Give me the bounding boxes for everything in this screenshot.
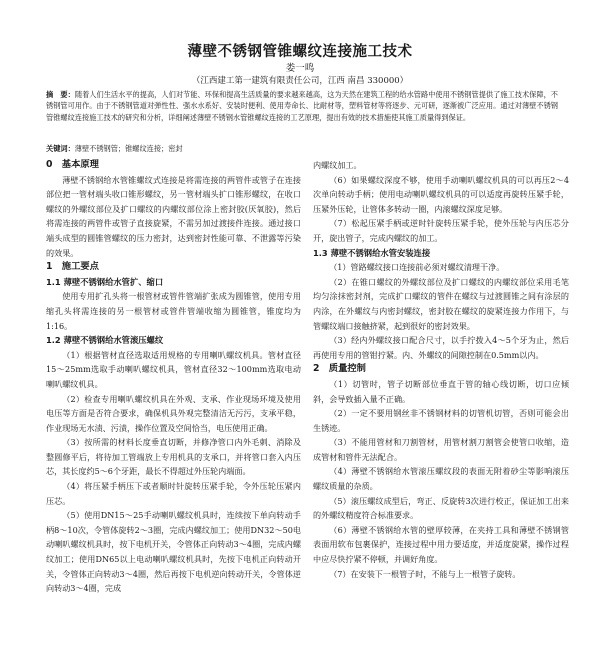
paragraph: （3）不能用管材和刀割管材，用管材割刀割管会使管口收缩，造成管材和管件无法配合。 bbox=[313, 437, 569, 462]
paragraph: （6）如果螺纹深度不够，使用手动喇叭螺纹机具的可以再压2～4次单向转动手柄；使用电动喇叭螺纹机具的可以适度再旋转压紧手轮，压紧外压轮，让管体多转动一圈，内滚螺纹深度足够。 bbox=[313, 174, 569, 214]
paragraph: （2）检查专用喇叭螺纹机具在外观、支承、作业现场环境及使用电压等方面是否符合要求，确保机具外观完整清洁无污污，支承平稳，作业现场无水渍、污渍，操作位置及空间恰当，电压使用正确。 bbox=[46, 393, 301, 433]
paragraph: （4）将压紧手柄压下或者顺时针旋转压紧手轮，令外压轮压紧内压芯。 bbox=[46, 481, 301, 506]
left-column bbox=[46, 158, 301, 596]
paragraph: （6）薄壁不锈钢给水管的壁厚较薄，在夹持工具和薄壁不锈钢管表面用软布包裹保护，连接过程中用力要适度，并适度旋紧，操作过程中应尽快拧紧不停顿，并调好角度。 bbox=[313, 524, 569, 565]
paragraph: （1）管路螺纹接口连接前必须对螺纹清理干净。 bbox=[329, 262, 505, 273]
section-heading: 1 施工要点 bbox=[46, 261, 99, 273]
abstract bbox=[46, 89, 558, 123]
paper-affiliation: （江西建工第一建筑有限责任公司，江西 南昌 330000） bbox=[191, 76, 409, 86]
paragraph: （2）在锥口螺纹的外螺纹部位及扩口螺纹的内螺纹部位采用毛笔均匀涂抹密封剂，完成扩口螺纹的管件在螺纹与过渡圆锥之间有涂层的内涂，在外螺纹与内密封螺纹，密封胶在螺纹的旋紧连接力作用下，与管螺纹端口接触挤紧，起到很好的密封效果。 bbox=[313, 276, 569, 331]
paper-author: 娄一鸣 bbox=[285, 63, 315, 74]
keywords-text: 薄壁不锈钢管；锥螺纹连接；密封 bbox=[74, 144, 183, 153]
abstract-text: 随着人们生活水平的提高，人们对节能、环保和提高生活质量的要求越来越高，这为天然在建筑工程的给水管路中使用不锈钢管提供了施工技术保障，不锈钢管可用作。由于不锈钢管道对弹性性、强水水系好、安装时便利、使用寿命长、比耐材等，塑料管材等将逐步、元可研，逐渐被广泛应用。通过对薄壁不锈钢管锥螺纹连接施工技术的研究和分析，详细阐述薄壁不锈钢水管锥螺纹连接的工艺原理，提出有效的技术措施使其施工质量得到保证。 bbox=[46, 90, 558, 122]
subsection-heading: 1.1 薄壁不锈钢给水管扩、缩口 bbox=[46, 276, 164, 287]
paragraph: （2）一定不要用钢丝非不锈钢材料的切管机切管，否则可能会出生锈迹。 bbox=[313, 408, 569, 433]
paragraph: （5）使用DN15～25手动喇叭螺纹机具时，连续按下单向转动手柄8～10次，令管体旋转2～3圈，完成内螺纹加工；使用DN32～50电动喇叭螺纹机具时，按下电机开关，令管体正向转动3～4圈，完成内螺纹加工；使用DN65以上电动喇叭螺纹机具时，先按下电机正向转动开关，令管体正向转动3～4圈，然后再按下电机逆向转动开关，令管体逆向转动3～4圈，完成 bbox=[46, 510, 301, 594]
paragraph: （1）根据管材直径选取适用规格的专用喇叭螺纹机具。管材直径15～25mm选取手动喇叭螺纹机具，管材直径32～100mm选取电动喇叭螺纹机具。 bbox=[46, 349, 301, 389]
section-heading: 2 质量控制 bbox=[313, 363, 366, 375]
subsection-heading: 1.3 薄壁不锈钢给水管安装连接 bbox=[313, 247, 431, 258]
paragraph: （3）经内外螺纹接口配合尺寸，以手拧拨入4～5个牙为止，然后再使用专用的管钳拧紧。内、外螺纹的间隙控制在0.5mm以内。 bbox=[313, 335, 569, 360]
paragraph: （4）薄壁不锈钢给水管滚压螺纹段的表面无附着砂尘等影响滚压螺纹质量的杂质。 bbox=[313, 466, 569, 492]
paragraph: 薄壁不锈钢给水管锥螺纹式连接是将需连接的两管件或管子在连接部位把一管材端头收口锥形螺纹，另一管材端头扩口锥形螺纹，在收口螺纹的外螺纹部位及扩口螺纹的内螺纹部位涂上密封胶(厌氧胶)，然后将需连接的两管件或管子直接旋紧，不需另加过渡接件连接。通过接口端头成型的圆锥管螺纹的压力密封，达到密封性能可靠、不泄露等污染的效果。 bbox=[46, 174, 301, 258]
paragraph: （7）在安装下一根管子时，不能与上一根管子旋转。 bbox=[329, 568, 521, 579]
subsection-heading: 1.2 薄壁不锈钢给水管滚压螺纹 bbox=[46, 335, 164, 346]
paragraph-continued: 内螺纹加工。 bbox=[313, 160, 362, 170]
paper-title: 薄壁不锈钢管锥螺纹连接施工技术 bbox=[187, 44, 413, 60]
right-column bbox=[313, 158, 569, 581]
keywords bbox=[46, 144, 558, 154]
section-heading: 0 基本原理 bbox=[46, 159, 99, 170]
abstract-label: 摘 要： bbox=[46, 90, 75, 99]
keywords-label: 关键词： bbox=[46, 144, 75, 153]
paragraph: （3）按所需的材料长度垂直切断，并修净管口内外毛刺、消除及整圆修平后，将待加工管端放上专用机具的支承口，并将管口套入内压芯，其长度约5～6个牙距，最长不得超过外压轮内端面。 bbox=[46, 437, 301, 477]
paragraph: （1）切管时，管子切断部位垂直于管的轴心线切断，切口应倾斜，会导致插入量不正确。 bbox=[313, 378, 569, 404]
paragraph: （5）滚压螺纹成型后，弯正、反旋转3次进行校正，保证加工出来的外螺纹精度符合标准要求。 bbox=[313, 495, 569, 521]
paragraph: （7）松起压紧手柄或逆时针旋转压紧手轮，使外压轮与内压芯分开，旋出管子，完成内螺纹的加工。 bbox=[313, 218, 569, 243]
paragraph: 使用专用扩孔头将一根管材或管件管端扩张成为圆锥管，使用专用缩孔头将需连接的另一根管材或管件管端收缩为圆锥管，锥度均为1:16。 bbox=[46, 291, 301, 331]
